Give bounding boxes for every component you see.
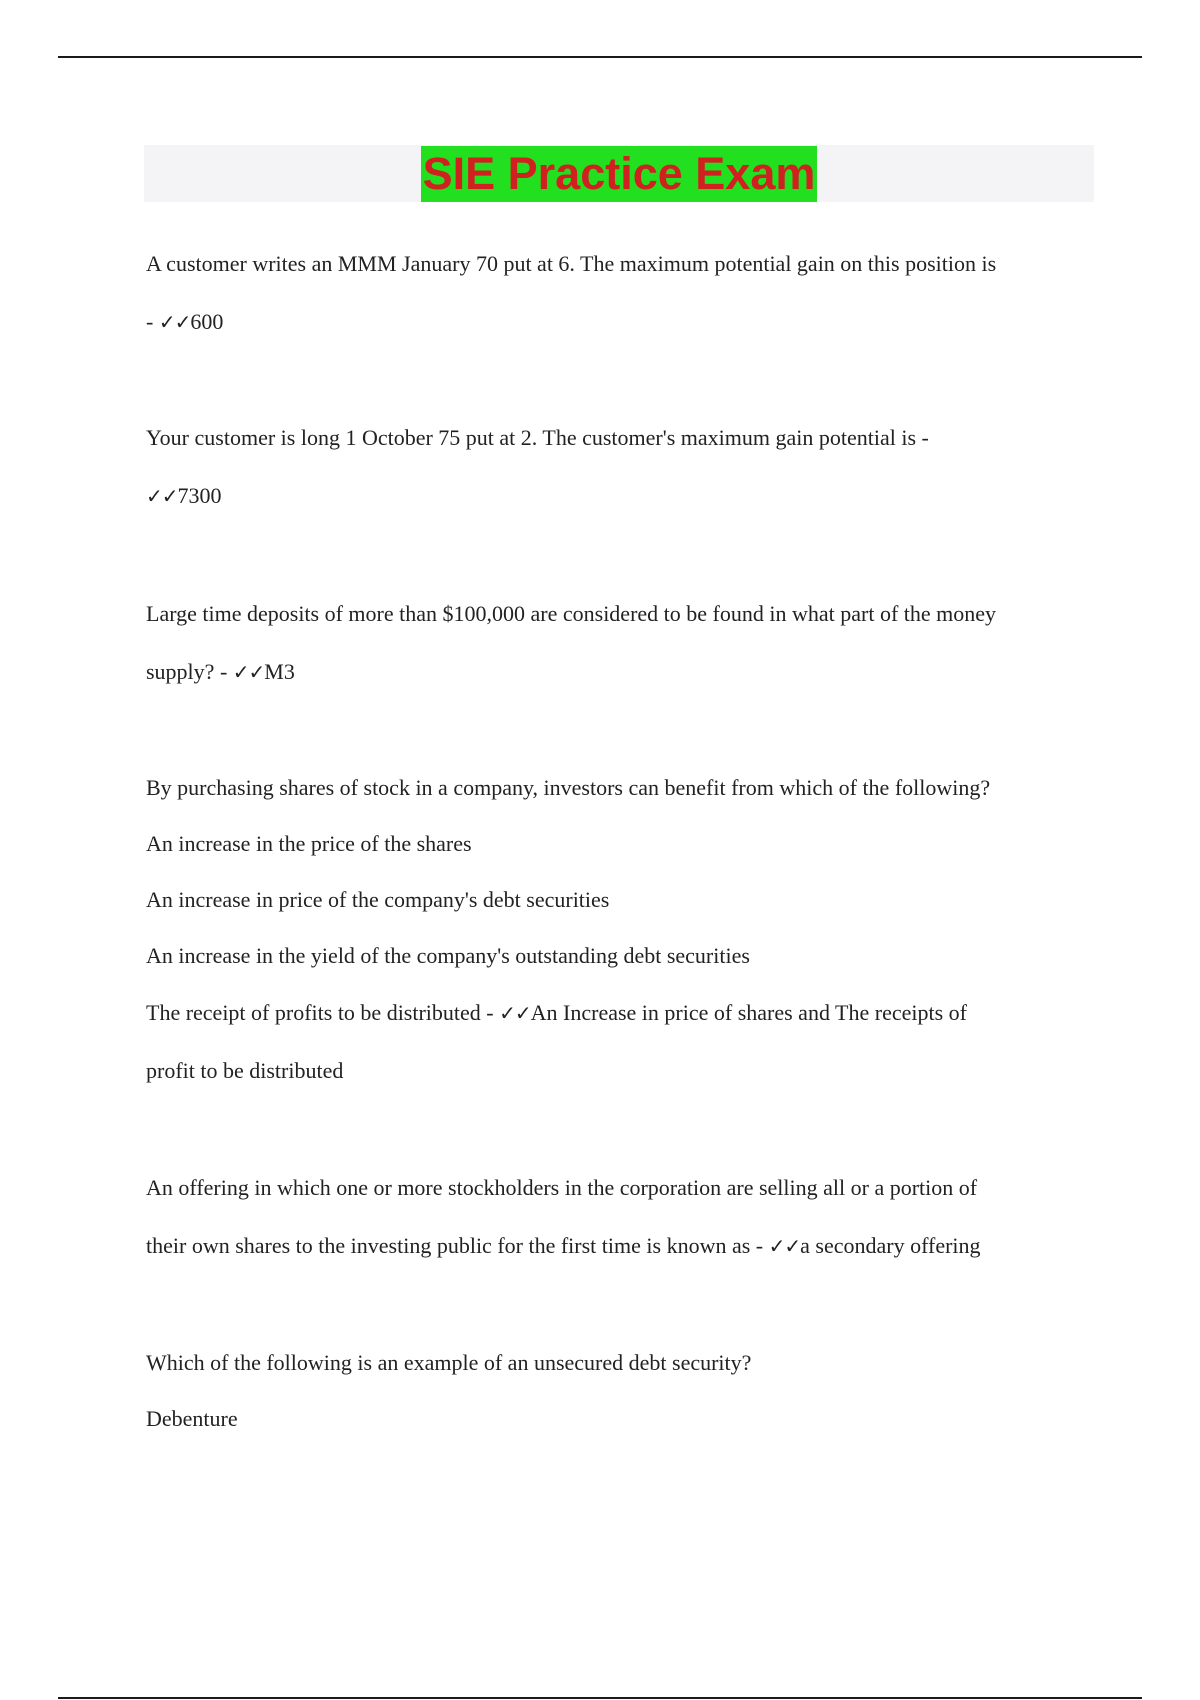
bottom-rule xyxy=(58,1697,1142,1699)
answer-text-continued: profit to be distributed xyxy=(146,1058,344,1083)
title-band xyxy=(144,145,1094,202)
double-check-icon: ✓✓ xyxy=(232,660,265,684)
option-text: Debenture xyxy=(146,1406,238,1431)
double-check-icon: ✓✓ xyxy=(146,484,178,508)
qa-item-2 xyxy=(146,409,929,525)
top-rule xyxy=(58,56,1142,58)
answer-line xyxy=(146,467,929,525)
question-text: By purchasing shares of stock in a company, investors can benefit from which of the following? xyxy=(146,775,991,800)
question-text: Your customer is long 1 October 75 put at 2. The customer's maximum gain potential is - xyxy=(146,425,929,450)
qa-item-6 xyxy=(146,1335,751,1447)
question-text: Large time deposits of more than $100,000 are considered to be found in what part of the money xyxy=(146,601,997,626)
double-check-icon: ✓✓ xyxy=(768,1234,801,1258)
page-title: SIE Practice Exam xyxy=(421,146,818,202)
option-text: An increase in the price of the shares xyxy=(146,831,472,856)
qa-item-5 xyxy=(146,1159,981,1275)
question-text: Which of the following is an example of an unsecured debt security? xyxy=(146,1350,752,1375)
double-check-icon: ✓✓ xyxy=(158,310,191,334)
qa-item-3 xyxy=(146,585,996,701)
answer-text: 600 xyxy=(190,309,224,334)
qa-item-4 xyxy=(146,760,990,1100)
option-text: An increase in the yield of the company's outstanding debt securities xyxy=(146,943,750,968)
answer-line: their own shares to the investing public for the first time is known as - ✓✓a secondary offering xyxy=(146,1233,981,1258)
question-text: A customer writes an MMM January 70 put at 6. The maximum potential gain on this position is xyxy=(146,251,997,276)
answer-text: M3 xyxy=(264,659,295,684)
answer-text: 7300 xyxy=(177,483,222,508)
answer-text: a secondary offering xyxy=(800,1233,981,1258)
answer-line: - ✓✓600 xyxy=(146,309,224,334)
option-text: An increase in price of the company's debt securities xyxy=(146,887,610,912)
answer-line: supply? - ✓✓M3 xyxy=(146,659,295,684)
qa-item-1 xyxy=(146,235,996,351)
answer-text: An Increase in price of shares and The receipts of xyxy=(530,1000,967,1025)
double-check-icon: ✓✓ xyxy=(499,1001,531,1025)
answer-line: The receipt of profits to be distributed - ✓✓An Increase in price of shares and The receipts of xyxy=(146,1000,967,1025)
question-text: An offering in which one or more stockholders in the corporation are selling all or a portion of xyxy=(146,1175,978,1200)
